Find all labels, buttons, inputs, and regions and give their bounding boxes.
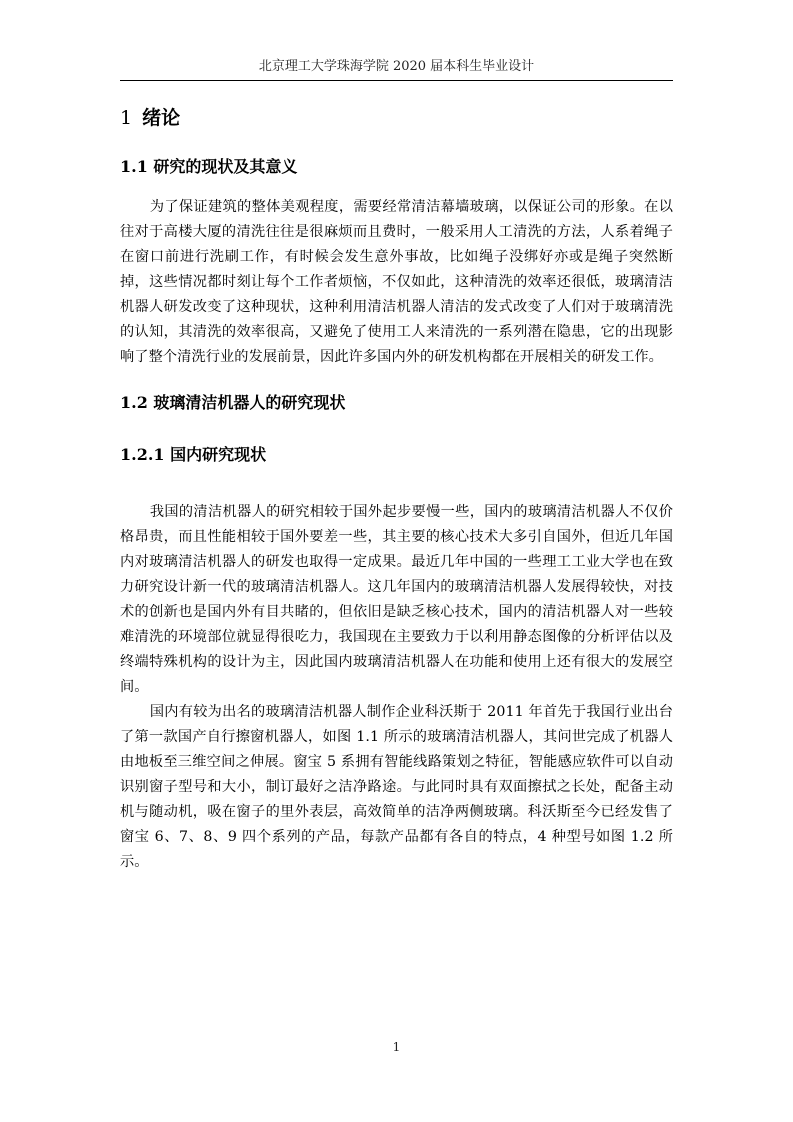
page-header xyxy=(120,54,673,81)
header-text: 北京理工大学珠海学院 2020 届本科生毕业设计 xyxy=(258,59,535,74)
chapter-heading xyxy=(120,106,673,130)
section-1-2-1-paragraph-2: 国内有较为出名的玻璃清洁机器人制作企业科沃斯于 2011 年首先于我国行业出台了第一款国产自行擦窗机器人，如图 1.1 所示的玻璃清洁机器人，其问世完成了机器人由地板至三维空间之伸展。窗宝 5 系拥有智能线路策划之特征，智能感应软件可以自动识别窗子型号和大小，制订最好之洁净路途。与此同时具有双面擦拭之长处，配备主动机与随动机，吸在窗子的里外表层，高效简单的洁净两侧玻璃。科沃斯至今已经发售了窗宝 6、7、8、9 四个系列的产品，每款产品都有各自的特点，4 种型号如图 1.2 所示。 xyxy=(120,704,673,870)
section-heading-1-1: 1.1 研究的现状及其意义 xyxy=(120,157,298,176)
section-heading-1-2: 1.2 玻璃清洁机器人的研究现状 xyxy=(120,393,346,412)
page-number: 1 xyxy=(392,1040,401,1054)
chapter-number: 1 xyxy=(120,107,133,129)
section-heading-1-2-1: 1.2.1 国内研究现状 xyxy=(120,445,267,464)
page-content xyxy=(120,98,673,875)
chapter-title: 绪论 xyxy=(142,107,181,129)
section-1-1-paragraph: 为了保证建筑的整体美观程度，需要经常清洁幕墙玻璃，以保证公司的形象。在以往对于高楼大厦的清洗往往是很麻烦而且费时，一般采用人工清洗的方法，人系着绳子在窗口前进行洗刷工作，有时候会发生意外事故，比如绳子没绑好亦或是绳子突然断掉，这些情况都时刻让每个工作者烦恼，不仅如此，这种清洗的效率还很低，玻璃清洁机器人研发改变了这种现状，这种利用清洁机器人清洁的发式改变了人们对于玻璃清洗的认知，其清洗的效率很高，又避免了使用工人来清洗的一系列潜在隐患，它的出现影响了整个清洗行业的发展前景，因此许多国内外的研发机构都在开展相关的研发工作。 xyxy=(120,199,673,365)
section-1-2-1-paragraph-1: 我国的清洁机器人的研究相较于国外起步要慢一些，国内的玻璃清洁机器人不仅价格昂贵，而且性能相较于国外要差一些，其主要的核心技术大多引自国外，但近几年国内对玻璃清洁机器人的研发也取得一定成果。最近几年中国的一些理工工业大学也在致力研究设计新一代的玻璃清洁机器人。这几年国内的玻璃清洁机器人发展得较快，对技术的创新也是国内外有目共睹的，但依旧是缺乏核心技术，国内的清洁机器人对一些较难清洗的环境部位就显得很吃力，我国现在主要致力于以利用静态图像的分析评估以及终端特殊机构的设计为主，因此国内玻璃清洁机器人在功能和使用上还有很大的发展空间。 xyxy=(120,504,673,695)
